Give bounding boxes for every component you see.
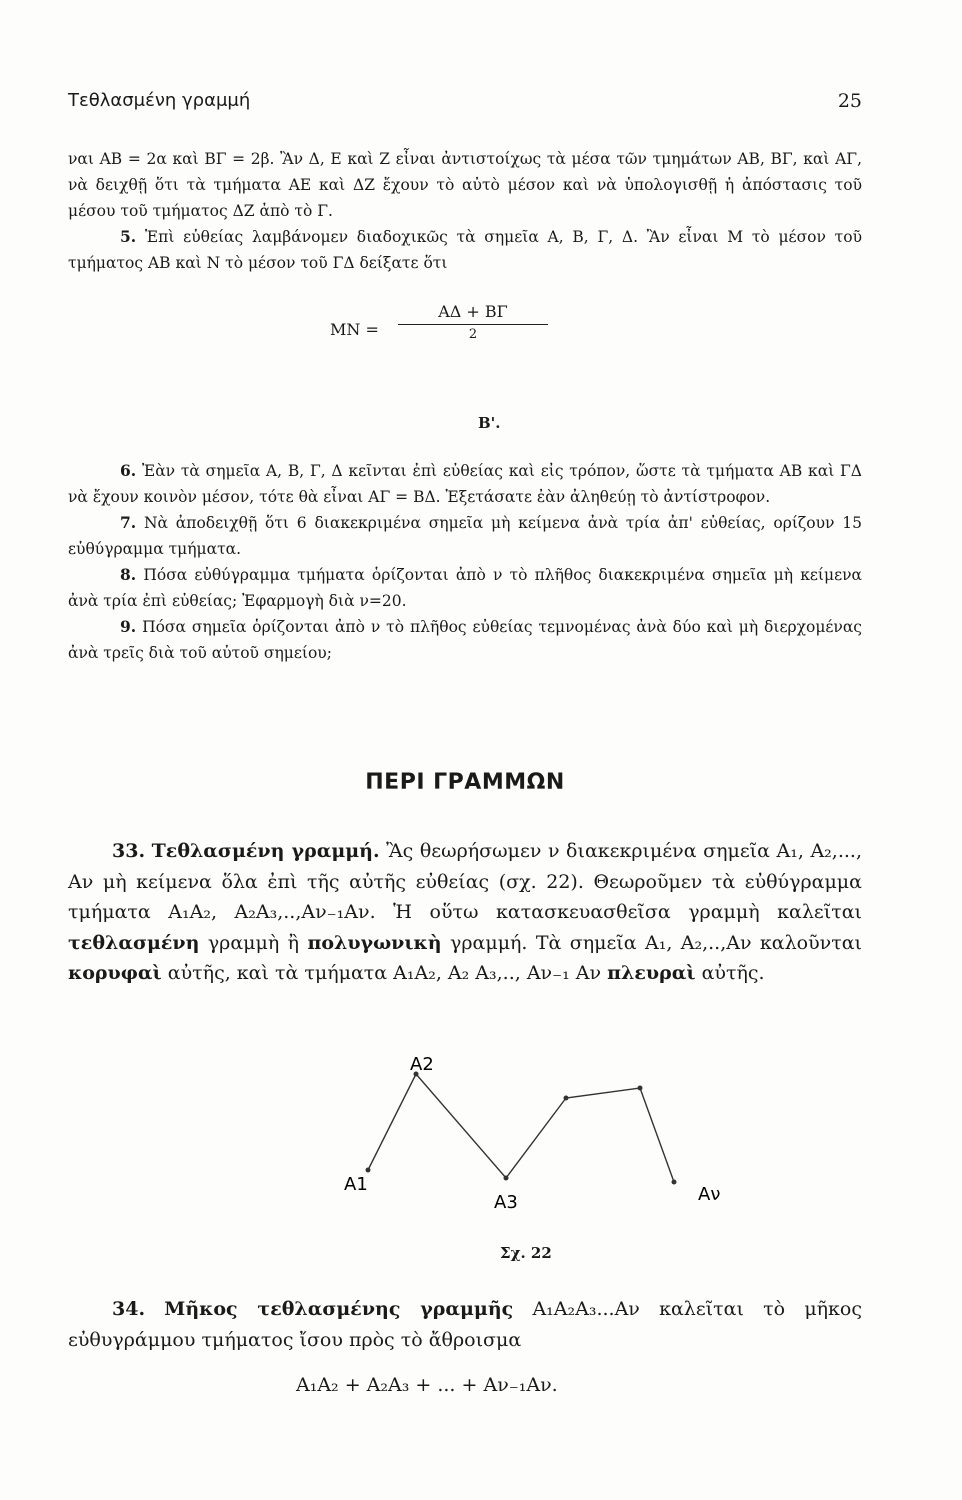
text-run: καλοῦνται — [751, 931, 863, 954]
figure-caption: Σχ. 22 — [500, 1244, 552, 1262]
term-bold: πλευραὶ — [607, 962, 696, 984]
exercise-number: 8. — [120, 565, 137, 584]
exercise-7 — [68, 510, 862, 562]
vertex-a4 — [564, 1096, 569, 1101]
exercise-text: Ἐὰν τὰ σημεῖα A, B, Γ, Δ κεῖνται ἐπὶ εὐθείας καὶ εἰς τρόπον, ὥστε τὰ τμήματα AB καὶ ΓΔ νὰ ἔχουν κοινὸν μέσον, τότε θὰ εἶναι AΓ = BΔ. Ἐξετάσατε ἐὰν ἀληθεύῃ τὸ ἀντίστροφον. — [68, 462, 862, 506]
term-bold: κορυφαὶ — [68, 962, 162, 984]
paragraph-number: 34. — [112, 1298, 146, 1320]
book-page — [68, 0, 862, 1500]
section-heading: ΠΕΡΙ ΓΡΑΜΜΩΝ — [365, 770, 565, 795]
vertex-a1 — [366, 1168, 371, 1173]
paragraph-33-text — [68, 836, 862, 989]
formula-numerator: AΔ + BΓ — [398, 302, 548, 325]
text-run: αὐτῆς. — [695, 962, 765, 984]
exercises-part-b — [68, 458, 862, 666]
exercise-9 — [68, 614, 862, 666]
formula-denominator: 2 — [468, 327, 478, 342]
exercise-text: Πόσα εὐθύγραμμα τμήματα ὁρίζονται ἀπὸ ν τὸ πλῆθος διακεκριμένα σημεῖα μὴ κείμενα ἀνὰ τρία ἐπὶ εὐθείας; Ἐφαρμογὴ διὰ ν=20. — [68, 566, 862, 610]
term-bold: πολυγωνικὴ — [307, 931, 442, 954]
vertex-a5 — [638, 1086, 643, 1091]
exercise-6 — [68, 458, 862, 510]
exercise-number: 6. — [120, 461, 137, 480]
text-run: γραμμὴ ἢ — [199, 931, 308, 954]
exercise-number: 7. — [120, 513, 137, 532]
page-number: 25 — [837, 90, 862, 112]
exercise-text: Ἐπὶ εὐθείας λαμβάνομεν διαδοχικῶς τὰ σημεῖα A, B, Γ, Δ. Ἂν εἶναι M τὸ μέσον τοῦ τμήματος AB καὶ N τὸ μέσον τοῦ ΓΔ δείξατε ὅτι — [68, 228, 862, 272]
points-list: A₁, A₂,..., Aν — [68, 840, 862, 893]
running-header — [68, 90, 862, 120]
exercise-5 — [68, 224, 862, 276]
text-run: αὐτῆς, καὶ τὰ τμήματα — [161, 962, 394, 984]
formula-fraction — [398, 302, 548, 342]
exercise-text: Πόσα σημεῖα ὁρίζονται ἀπὸ ν τὸ πλῆθος εὐθείας τεμνομένας ἀνὰ δύο καὶ μὴ διερχομένας ἀνὰ τρεῖς διὰ τοῦ αὐτοῦ σημείου; — [68, 618, 862, 662]
exercise-text: Νὰ ἀποδειχθῇ ὅτι 6 διακεκριμένα σημεῖα μὴ κείμενα ἀνὰ τρία ἀπ' εὐθείας, ορίζουν 15 εὐθύγραμμα τμήματα. — [68, 514, 862, 558]
text-run: μὴ κείμενα ὅλα ἐπὶ τῆς αὐτῆς εὐθείας (σχ. 22). Θεωροῦμεν τὰ εὐθύγραμμα τμήματα — [68, 870, 862, 923]
text-run: γραμμή. Τὰ σημεῖα — [441, 931, 645, 954]
segments-list: A₁A₂, A₂A₃,..,Aν₋₁Aν — [168, 901, 370, 923]
label-a3: A3 — [494, 1192, 518, 1213]
segments-list: A₁A₂, A₂ A₃,.., Aν₋₁ Aν — [393, 962, 602, 984]
term-bold: τεθλασμένη — [68, 931, 200, 954]
exercises-part-a — [68, 146, 862, 276]
label-an: Aν — [698, 1184, 721, 1205]
polygonal-line — [368, 1074, 674, 1182]
sum-formula: A₁A₂ + A₂A₃ + ... + Aν₋₁Aν. — [296, 1374, 558, 1396]
polygonal-line-figure — [268, 1050, 728, 1260]
points-list: A₁, A₂,..,Aν — [644, 931, 752, 954]
exercise-number: 5. — [120, 227, 137, 246]
formula-lhs: MN = — [330, 320, 379, 339]
text-run: Ἂς θεωρήσωμεν ν διακεκριμένα σημεῖα — [379, 840, 777, 862]
paragraph-title: Μῆκος τεθλασμένης γραμμῆς — [164, 1298, 514, 1320]
running-title: Τεθλασμένη γραμμή — [68, 90, 251, 111]
vertex-an — [672, 1180, 677, 1185]
label-a2: A2 — [410, 1054, 434, 1075]
paragraph-title: Τεθλασμένη γραμμή. — [151, 840, 380, 862]
paragraph-33 — [68, 836, 862, 989]
exercise-8 — [68, 562, 862, 614]
vertex-a3 — [504, 1176, 509, 1181]
paragraph-34-text — [68, 1294, 862, 1355]
text-run: A₁A₂A₃...Aν καλεῖται τὸ μῆκος εὐθυγράμμου τμήματος ἴσου πρὸς τὸ ἄθροισμα — [68, 1298, 862, 1351]
text-run: . Ἡ οὕτω κατασκευασθεῖσα γραμμὴ καλεῖται — [369, 901, 863, 923]
label-a1: A1 — [344, 1174, 368, 1195]
paragraph-34 — [68, 1294, 862, 1355]
paragraph-number: 33. — [112, 840, 146, 862]
exercise-number: 9. — [120, 617, 137, 636]
section-b-label: B'. — [478, 414, 501, 432]
exercise-4-continuation: ναι AB = 2α καὶ BΓ = 2β. Ἂν Δ, E καὶ Z εἶναι ἀντιστοίχως τὰ μέσα τῶν τμημάτων AB, BΓ, καὶ AΓ, νὰ δειχθῇ ὅτι τὰ τμήματα AE καὶ ΔZ ἔχουν τὸ αὐτὸ μέσον καὶ νὰ ὑπολογισθῇ ἡ ἀπόστασις τοῦ μέσου τοῦ τμήματος ΔZ ἀπὸ τὸ Γ. — [68, 150, 862, 220]
